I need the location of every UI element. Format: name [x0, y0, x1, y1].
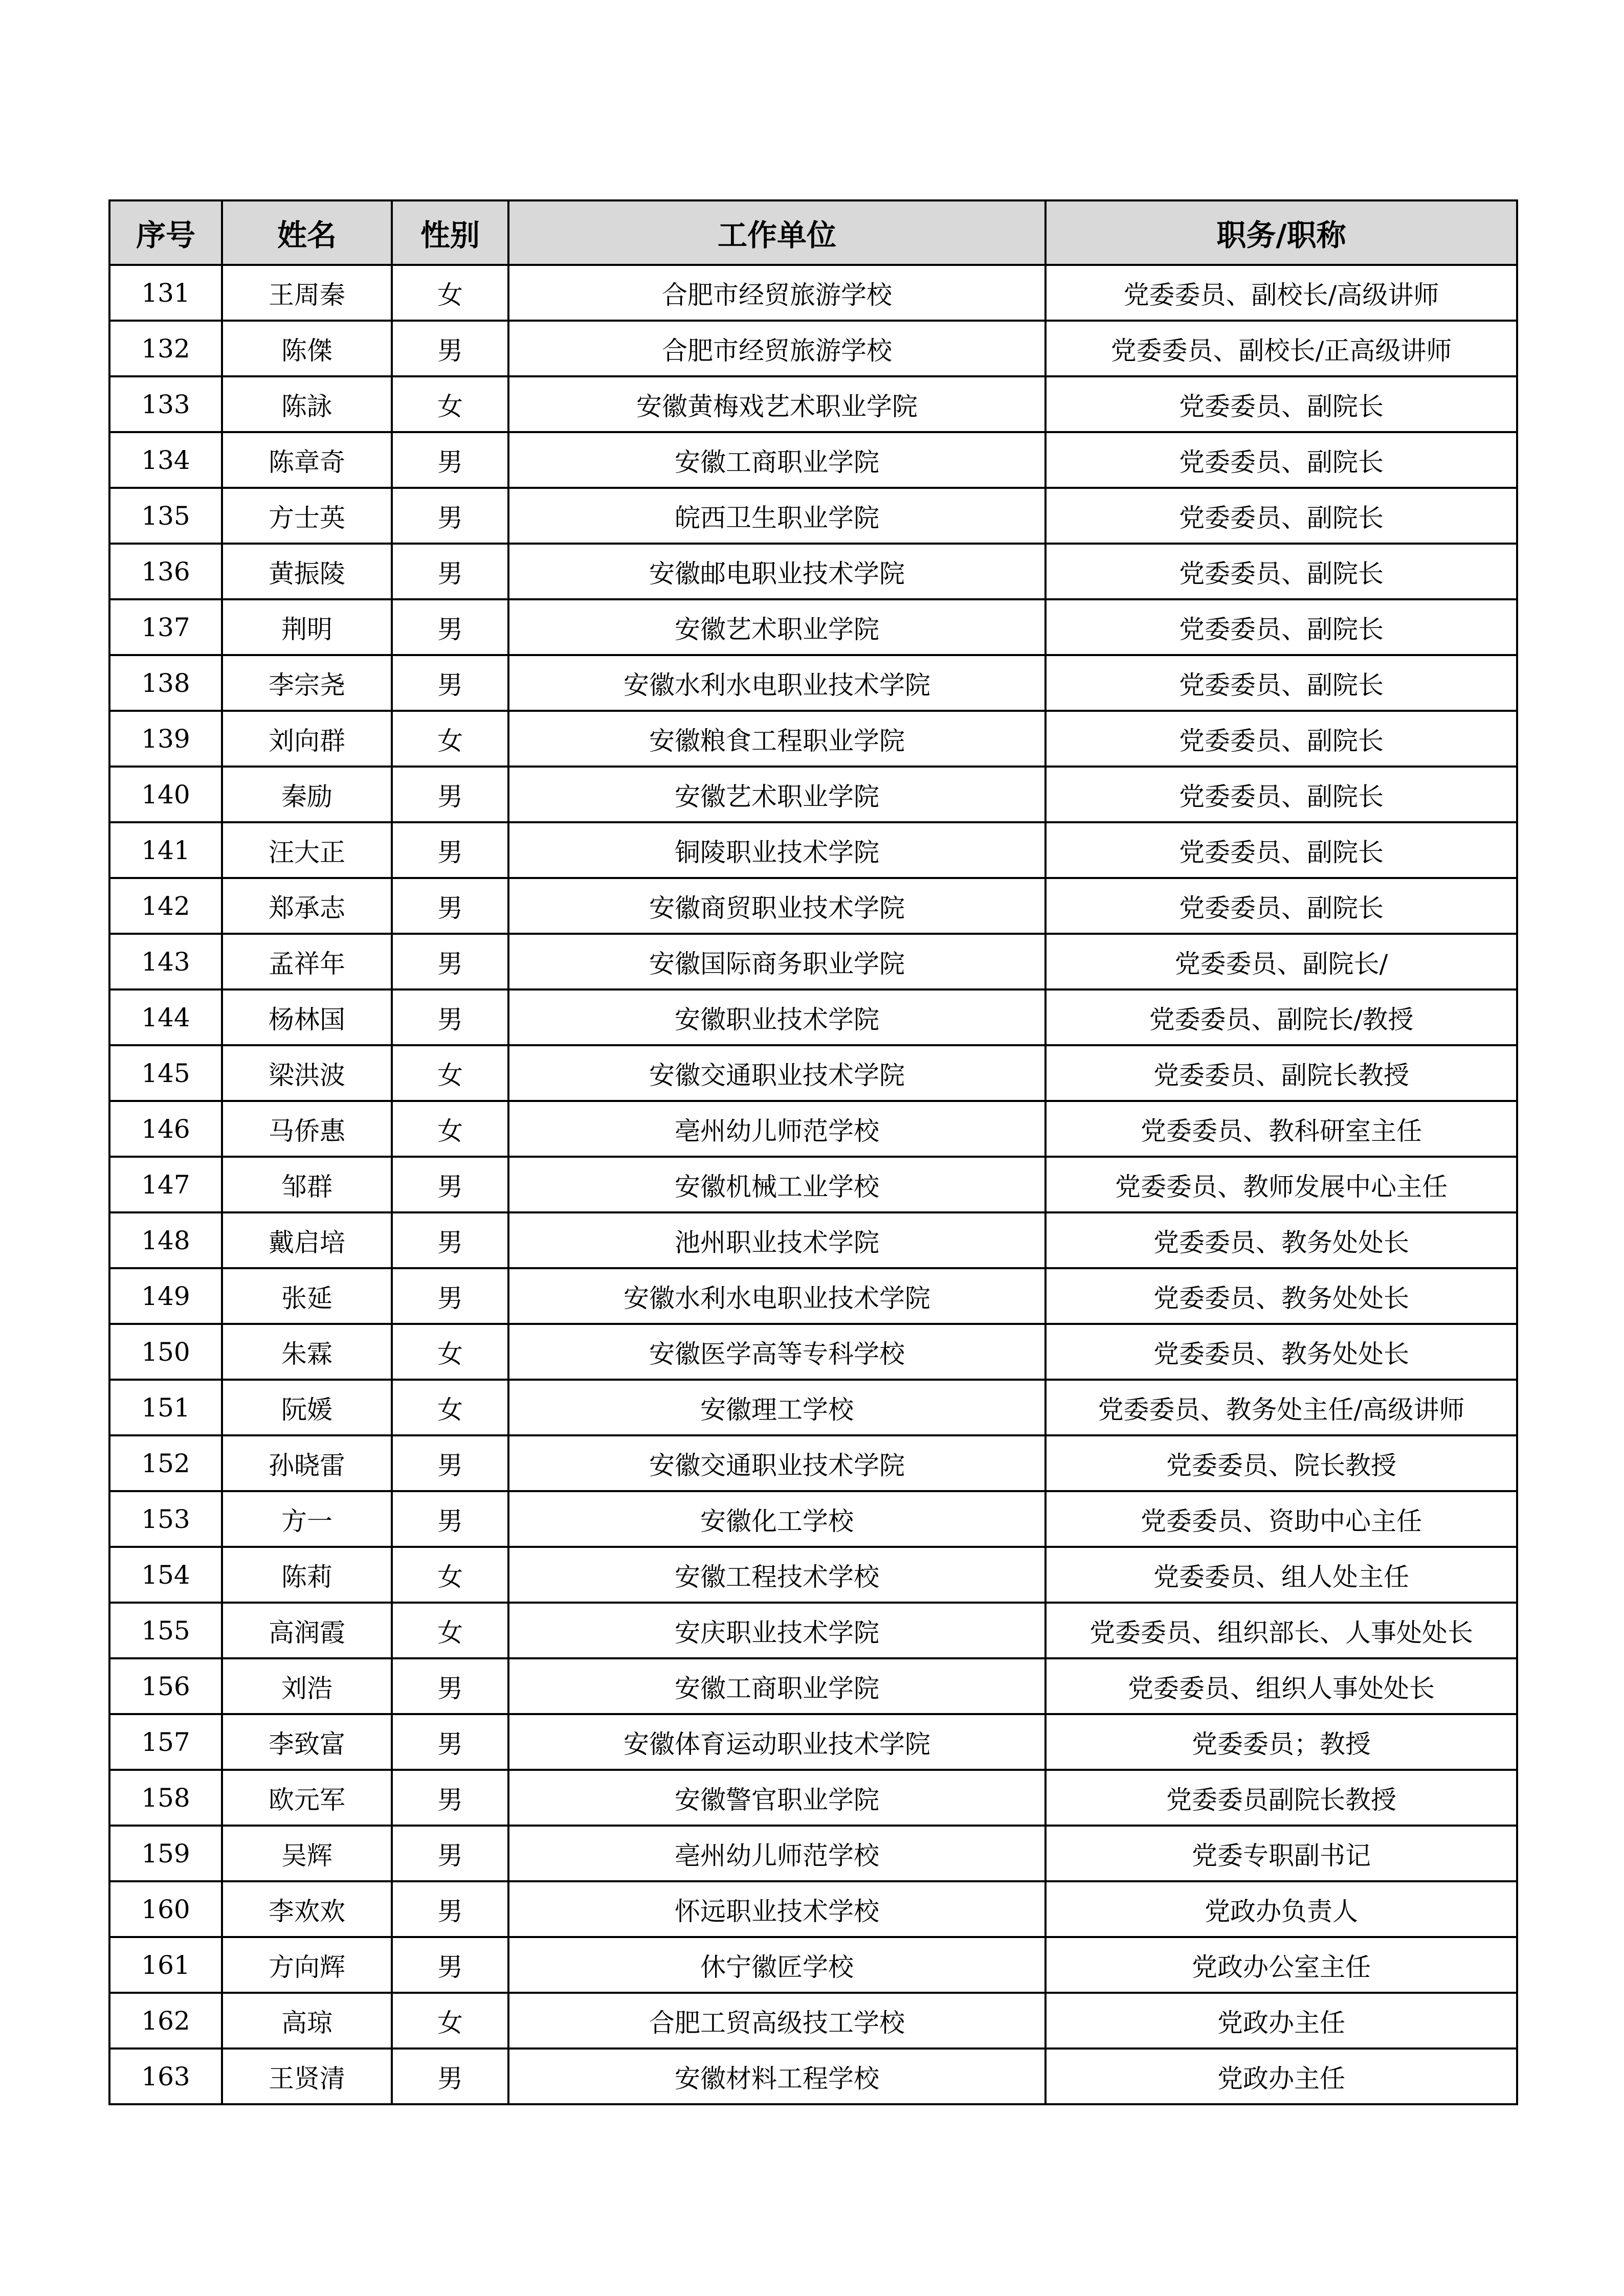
cell-title: 党委委员、副院长教授 [1045, 1045, 1517, 1101]
cell-unit: 安徽材料工程学校 [508, 2049, 1045, 2104]
cell-name: 欧元军 [222, 1770, 392, 1826]
cell-gender: 女 [392, 711, 508, 767]
cell-title: 党委委员、组织人事处处长 [1045, 1658, 1517, 1714]
table-body [109, 265, 1517, 2104]
cell-title: 党委委员、副院长 [1045, 544, 1517, 599]
cell-unit: 安徽交通职业技术学院 [508, 1435, 1045, 1491]
header-gender: 性别 [392, 200, 508, 265]
cell-seq: 137 [109, 599, 222, 655]
cell-seq: 141 [109, 822, 222, 878]
cell-gender: 女 [392, 1101, 508, 1157]
cell-unit: 安徽工程技术学校 [508, 1547, 1045, 1603]
cell-seq: 135 [109, 488, 222, 544]
cell-name: 阮媛 [222, 1380, 392, 1435]
cell-seq: 152 [109, 1435, 222, 1491]
table-row [109, 1714, 1517, 1770]
cell-seq: 157 [109, 1714, 222, 1770]
header-row [109, 200, 1517, 265]
cell-gender: 男 [392, 1268, 508, 1324]
cell-name: 方一 [222, 1491, 392, 1547]
cell-gender: 女 [392, 1547, 508, 1603]
cell-unit: 安庆职业技术学院 [508, 1603, 1045, 1658]
cell-unit: 铜陵职业技术学院 [508, 822, 1045, 878]
cell-title: 党委委员；教授 [1045, 1714, 1517, 1770]
cell-gender: 男 [392, 1770, 508, 1826]
cell-unit: 休宁徽匠学校 [508, 1937, 1045, 1993]
cell-gender: 男 [392, 655, 508, 711]
cell-seq: 144 [109, 989, 222, 1045]
cell-title: 党政办公室主任 [1045, 1937, 1517, 1993]
cell-title: 党委委员、副校长/正高级讲师 [1045, 321, 1517, 376]
table-row [109, 1045, 1517, 1101]
cell-seq: 136 [109, 544, 222, 599]
cell-name: 张延 [222, 1268, 392, 1324]
cell-seq: 131 [109, 265, 222, 321]
cell-title: 党委委员、副院长 [1045, 767, 1517, 822]
cell-unit: 安徽交通职业技术学院 [508, 1045, 1045, 1101]
cell-title: 党政办主任 [1045, 1993, 1517, 2049]
table-row [109, 1157, 1517, 1212]
cell-name: 吴辉 [222, 1826, 392, 1881]
cell-name: 王周秦 [222, 265, 392, 321]
cell-gender: 男 [392, 321, 508, 376]
table-row [109, 265, 1517, 321]
cell-unit: 安徽警官职业学院 [508, 1770, 1045, 1826]
table-row [109, 711, 1517, 767]
cell-name: 孙晓雷 [222, 1435, 392, 1491]
cell-seq: 153 [109, 1491, 222, 1547]
cell-seq: 161 [109, 1937, 222, 1993]
cell-seq: 163 [109, 2049, 222, 2104]
table-row [109, 878, 1517, 934]
cell-title: 党委委员、副院长 [1045, 488, 1517, 544]
table-row [109, 1435, 1517, 1491]
cell-seq: 133 [109, 376, 222, 432]
table-row [109, 376, 1517, 432]
cell-gender: 男 [392, 989, 508, 1045]
cell-title: 党委委员、组织部长、人事处处长 [1045, 1603, 1517, 1658]
table-row [109, 1993, 1517, 2049]
cell-name: 汪大正 [222, 822, 392, 878]
cell-gender: 女 [392, 1045, 508, 1101]
cell-title: 党政办负责人 [1045, 1881, 1517, 1937]
cell-seq: 142 [109, 878, 222, 934]
cell-gender: 女 [392, 265, 508, 321]
cell-unit: 安徽国际商务职业学院 [508, 934, 1045, 989]
cell-seq: 134 [109, 432, 222, 488]
cell-gender: 男 [392, 2049, 508, 2104]
cell-title: 党委委员、教务处处长 [1045, 1268, 1517, 1324]
cell-seq: 149 [109, 1268, 222, 1324]
header-title: 职务/职称 [1045, 200, 1517, 265]
cell-seq: 143 [109, 934, 222, 989]
cell-unit: 安徽艺术职业学院 [508, 767, 1045, 822]
cell-gender: 女 [392, 1324, 508, 1380]
table-row [109, 432, 1517, 488]
table-row [109, 655, 1517, 711]
cell-title: 党委委员、副院长 [1045, 822, 1517, 878]
table-row [109, 989, 1517, 1045]
cell-unit: 安徽工商职业学院 [508, 1658, 1045, 1714]
table-row [109, 1603, 1517, 1658]
cell-unit: 池州职业技术学院 [508, 1212, 1045, 1268]
cell-name: 荆明 [222, 599, 392, 655]
cell-name: 朱霖 [222, 1324, 392, 1380]
cell-name: 梁洪波 [222, 1045, 392, 1101]
cell-unit: 安徽商贸职业技术学院 [508, 878, 1045, 934]
cell-name: 刘向群 [222, 711, 392, 767]
cell-seq: 150 [109, 1324, 222, 1380]
header-unit: 工作单位 [508, 200, 1045, 265]
cell-title: 党委委员、副院长/教授 [1045, 989, 1517, 1045]
table-row [109, 488, 1517, 544]
cell-unit: 亳州幼儿师范学校 [508, 1826, 1045, 1881]
cell-unit: 安徽水利水电职业技术学院 [508, 1268, 1045, 1324]
cell-title: 党委委员、副校长/高级讲师 [1045, 265, 1517, 321]
cell-seq: 146 [109, 1101, 222, 1157]
cell-seq: 158 [109, 1770, 222, 1826]
cell-seq: 147 [109, 1157, 222, 1212]
cell-title: 党委委员、副院长 [1045, 376, 1517, 432]
cell-seq: 132 [109, 321, 222, 376]
cell-unit: 合肥市经贸旅游学校 [508, 321, 1045, 376]
cell-title: 党委委员、副院长 [1045, 432, 1517, 488]
cell-name: 高琼 [222, 1993, 392, 2049]
cell-seq: 148 [109, 1212, 222, 1268]
cell-seq: 162 [109, 1993, 222, 2049]
cell-unit: 合肥市经贸旅游学校 [508, 265, 1045, 321]
cell-unit: 合肥工贸高级技工学校 [508, 1993, 1045, 2049]
table-row [109, 1212, 1517, 1268]
cell-seq: 151 [109, 1380, 222, 1435]
header-seq: 序号 [109, 200, 222, 265]
cell-gender: 男 [392, 1157, 508, 1212]
cell-unit: 安徽邮电职业技术学院 [508, 544, 1045, 599]
table-row [109, 1770, 1517, 1826]
cell-unit: 皖西卫生职业学院 [508, 488, 1045, 544]
cell-title: 党委委员、副院长/ [1045, 934, 1517, 989]
cell-gender: 男 [392, 1658, 508, 1714]
cell-name: 王贤清 [222, 2049, 392, 2104]
header-name: 姓名 [222, 200, 392, 265]
table-row [109, 1324, 1517, 1380]
cell-unit: 安徽体育运动职业技术学院 [508, 1714, 1045, 1770]
cell-title: 党委委员、副院长 [1045, 599, 1517, 655]
cell-name: 杨林国 [222, 989, 392, 1045]
cell-gender: 男 [392, 544, 508, 599]
cell-seq: 160 [109, 1881, 222, 1937]
cell-name: 邹群 [222, 1157, 392, 1212]
table-row [109, 1101, 1517, 1157]
cell-title: 党委委员、副院长 [1045, 711, 1517, 767]
cell-unit: 安徽机械工业学校 [508, 1157, 1045, 1212]
cell-gender: 男 [392, 1714, 508, 1770]
cell-gender: 女 [392, 1380, 508, 1435]
cell-unit: 安徽粮食工程职业学院 [508, 711, 1045, 767]
cell-gender: 男 [392, 1937, 508, 1993]
table-row [109, 599, 1517, 655]
cell-title: 党委委员、教务处处长 [1045, 1324, 1517, 1380]
cell-gender: 男 [392, 1435, 508, 1491]
cell-gender: 男 [392, 1881, 508, 1937]
cell-name: 方士英 [222, 488, 392, 544]
cell-name: 秦励 [222, 767, 392, 822]
table-header [109, 200, 1517, 265]
cell-title: 党委委员、教科研室主任 [1045, 1101, 1517, 1157]
cell-name: 陈詠 [222, 376, 392, 432]
cell-gender: 男 [392, 767, 508, 822]
cell-gender: 男 [392, 1491, 508, 1547]
cell-name: 戴启培 [222, 1212, 392, 1268]
cell-unit: 怀远职业技术学校 [508, 1881, 1045, 1937]
cell-name: 李宗尧 [222, 655, 392, 711]
cell-gender: 男 [392, 1826, 508, 1881]
table-row [109, 2049, 1517, 2104]
cell-unit: 安徽职业技术学院 [508, 989, 1045, 1045]
table-row [109, 321, 1517, 376]
cell-title: 党委委员、资助中心主任 [1045, 1491, 1517, 1547]
cell-title: 党委委员、副院长 [1045, 655, 1517, 711]
cell-gender: 男 [392, 599, 508, 655]
cell-seq: 155 [109, 1603, 222, 1658]
cell-gender: 女 [392, 1993, 508, 2049]
cell-name: 李欢欢 [222, 1881, 392, 1937]
cell-gender: 男 [392, 1212, 508, 1268]
cell-name: 刘浩 [222, 1658, 392, 1714]
cell-name: 李致富 [222, 1714, 392, 1770]
cell-title: 党委委员、教务处处长 [1045, 1212, 1517, 1268]
cell-seq: 145 [109, 1045, 222, 1101]
cell-title: 党委委员、教师发展中心主任 [1045, 1157, 1517, 1212]
cell-name: 郑承志 [222, 878, 392, 934]
cell-unit: 安徽工商职业学院 [508, 432, 1045, 488]
cell-gender: 男 [392, 488, 508, 544]
cell-title: 党委委员、副院长 [1045, 878, 1517, 934]
table-row [109, 1547, 1517, 1603]
cell-title: 党委委员、院长教授 [1045, 1435, 1517, 1491]
table-row [109, 1826, 1517, 1881]
table-row [109, 1268, 1517, 1324]
cell-gender: 男 [392, 432, 508, 488]
cell-unit: 安徽理工学校 [508, 1380, 1045, 1435]
cell-seq: 139 [109, 711, 222, 767]
cell-seq: 138 [109, 655, 222, 711]
cell-unit: 安徽医学高等专科学校 [508, 1324, 1045, 1380]
cell-name: 陈莉 [222, 1547, 392, 1603]
cell-name: 马侨惠 [222, 1101, 392, 1157]
table-row [109, 1491, 1517, 1547]
cell-unit: 安徽黄梅戏艺术职业学院 [508, 376, 1045, 432]
table-row [109, 767, 1517, 822]
cell-name: 高润霞 [222, 1603, 392, 1658]
cell-title: 党委专职副书记 [1045, 1826, 1517, 1881]
cell-name: 陈章奇 [222, 432, 392, 488]
cell-gender: 女 [392, 1603, 508, 1658]
cell-title: 党委委员、教务处主任/高级讲师 [1045, 1380, 1517, 1435]
cell-title: 党委委员、组人处主任 [1045, 1547, 1517, 1603]
cell-seq: 140 [109, 767, 222, 822]
cell-unit: 安徽化工学校 [508, 1491, 1045, 1547]
roster-table [108, 199, 1518, 2105]
cell-seq: 154 [109, 1547, 222, 1603]
table-row [109, 1937, 1517, 1993]
cell-title: 党政办主任 [1045, 2049, 1517, 2104]
cell-unit: 安徽艺术职业学院 [508, 599, 1045, 655]
cell-gender: 男 [392, 822, 508, 878]
cell-unit: 安徽水利水电职业技术学院 [508, 655, 1045, 711]
table-row [109, 822, 1517, 878]
cell-gender: 男 [392, 934, 508, 989]
cell-seq: 159 [109, 1826, 222, 1881]
table-row [109, 544, 1517, 599]
cell-gender: 女 [392, 376, 508, 432]
cell-name: 陈傑 [222, 321, 392, 376]
cell-name: 黄振陵 [222, 544, 392, 599]
cell-unit: 亳州幼儿师范学校 [508, 1101, 1045, 1157]
table-row [109, 934, 1517, 989]
cell-name: 孟祥年 [222, 934, 392, 989]
cell-gender: 男 [392, 878, 508, 934]
table-row [109, 1881, 1517, 1937]
cell-seq: 156 [109, 1658, 222, 1714]
table-row [109, 1658, 1517, 1714]
table-row [109, 1380, 1517, 1435]
cell-name: 方向辉 [222, 1937, 392, 1993]
cell-title: 党委委员副院长教授 [1045, 1770, 1517, 1826]
